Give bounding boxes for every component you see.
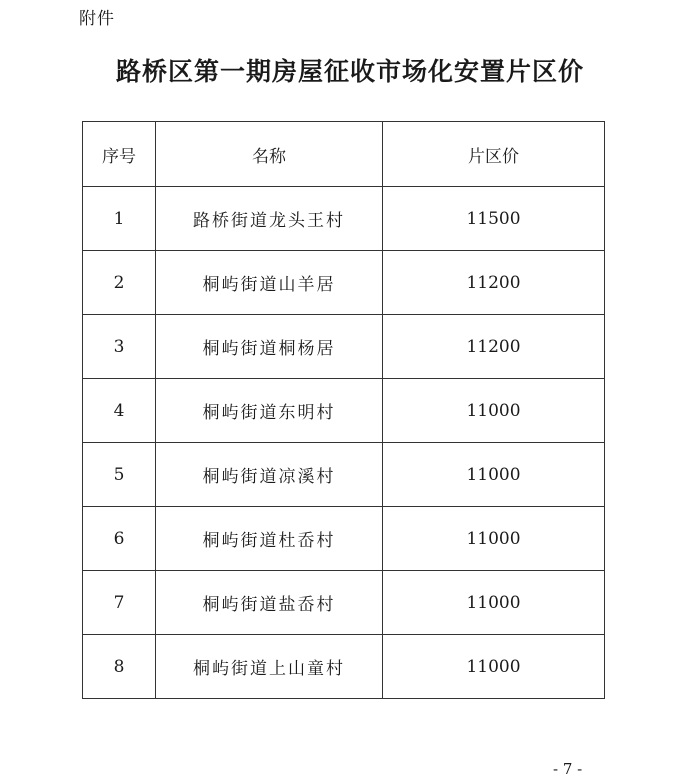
cell-price: 11200 [383, 251, 605, 315]
table-row [83, 251, 605, 315]
table-row [83, 187, 605, 251]
table-header-row [83, 122, 605, 187]
cell-seq: 3 [83, 315, 156, 379]
cell-name: 桐屿街道杜岙村 [156, 507, 383, 571]
cell-price: 11000 [383, 571, 605, 635]
document-title: 路桥区第一期房屋征收市场化安置片区价 [115, 57, 584, 86]
attachment-label: 附件 [79, 9, 115, 29]
table-row [83, 379, 605, 443]
cell-name: 桐屿街道桐杨居 [156, 315, 383, 379]
header-name: 名称 [156, 122, 383, 187]
cell-seq: 8 [83, 635, 156, 699]
cell-seq: 4 [83, 379, 156, 443]
cell-seq: 5 [83, 443, 156, 507]
cell-seq: 2 [83, 251, 156, 315]
cell-price: 11200 [383, 315, 605, 379]
cell-name: 桐屿街道上山童村 [156, 635, 383, 699]
cell-name: 桐屿街道山羊居 [156, 251, 383, 315]
header-price: 片区价 [383, 122, 605, 187]
page-number-text: - 7 - [553, 760, 583, 778]
cell-price: 11000 [383, 635, 605, 699]
cell-price: 11000 [383, 443, 605, 507]
header-seq: 序号 [83, 122, 156, 187]
table-row [83, 571, 605, 635]
table-row [83, 443, 605, 507]
cell-name: 路桥街道龙头王村 [156, 187, 383, 251]
table-row [83, 315, 605, 379]
cell-price: 11000 [383, 507, 605, 571]
cell-name: 桐屿街道盐岙村 [156, 571, 383, 635]
cell-name: 桐屿街道凉溪村 [156, 443, 383, 507]
table-row [83, 635, 605, 699]
cell-price: 11500 [383, 187, 605, 251]
cell-seq: 1 [83, 187, 156, 251]
table-row [83, 507, 605, 571]
cell-price: 11000 [383, 379, 605, 443]
cell-name: 桐屿街道东明村 [156, 379, 383, 443]
cell-seq: 6 [83, 507, 156, 571]
cell-seq: 7 [83, 571, 156, 635]
price-table [82, 121, 605, 699]
